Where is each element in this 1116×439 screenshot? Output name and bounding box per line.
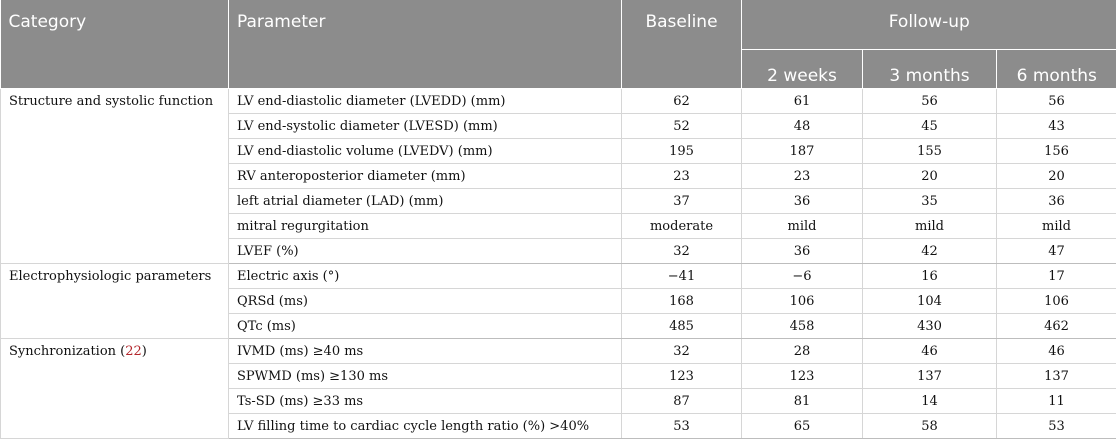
w2-cell: 23: [742, 164, 863, 189]
w2-cell: 28: [742, 339, 863, 364]
header-2-weeks: 2 weeks: [742, 50, 863, 89]
baseline-cell: 53: [622, 414, 742, 439]
m6-cell: 56: [997, 89, 1116, 114]
m6-cell: 20: [997, 164, 1116, 189]
reference-link[interactable]: 22: [125, 344, 142, 359]
baseline-cell: 168: [622, 289, 742, 314]
baseline-cell: 123: [622, 364, 742, 389]
header-category: Category: [1, 0, 229, 89]
header-followup: Follow-up: [742, 0, 1116, 50]
m6-cell: 53: [997, 414, 1116, 439]
w2-cell: 187: [742, 139, 863, 164]
m6-cell: mild: [997, 214, 1116, 239]
table-header: [1, 0, 1116, 89]
m3-cell: 104: [863, 289, 997, 314]
baseline-cell: 32: [622, 339, 742, 364]
parameter-cell: QTc (ms): [229, 314, 622, 339]
m6-cell: 462: [997, 314, 1116, 339]
w2-cell: 106: [742, 289, 863, 314]
category-cell: Structure and systolic function: [1, 89, 229, 264]
parameter-cell: Ts-SD (ms) ≥33 ms: [229, 389, 622, 414]
m3-cell: 20: [863, 164, 997, 189]
w2-cell: 81: [742, 389, 863, 414]
m6-cell: 11: [997, 389, 1116, 414]
parameter-cell: QRSd (ms): [229, 289, 622, 314]
baseline-cell: 195: [622, 139, 742, 164]
baseline-cell: moderate: [622, 214, 742, 239]
baseline-cell: 485: [622, 314, 742, 339]
parameter-cell: left atrial diameter (LAD) (mm): [229, 189, 622, 214]
baseline-cell: 62: [622, 89, 742, 114]
header-3-months: 3 months: [863, 50, 997, 89]
parameter-cell: Electric axis (°): [229, 264, 622, 289]
m3-cell: 14: [863, 389, 997, 414]
m6-cell: 46: [997, 339, 1116, 364]
category-suffix: ): [142, 344, 147, 359]
m6-cell: 156: [997, 139, 1116, 164]
w2-cell: −6: [742, 264, 863, 289]
baseline-cell: 52: [622, 114, 742, 139]
w2-cell: 36: [742, 189, 863, 214]
parameter-cell: LV end-diastolic diameter (LVEDD) (mm): [229, 89, 622, 114]
header-parameter: Parameter: [229, 0, 622, 89]
m3-cell: 58: [863, 414, 997, 439]
w2-cell: 123: [742, 364, 863, 389]
parameter-cell: IVMD (ms) ≥40 ms: [229, 339, 622, 364]
table-row: [1, 339, 1116, 364]
baseline-cell: 32: [622, 239, 742, 264]
parameter-cell: LV end-systolic diameter (LVESD) (mm): [229, 114, 622, 139]
m3-cell: 42: [863, 239, 997, 264]
parameter-cell: LVEF (%): [229, 239, 622, 264]
m3-cell: mild: [863, 214, 997, 239]
parameter-cell: LV filling time to cardiac cycle length ratio (%) >40%: [229, 414, 622, 439]
m6-cell: 137: [997, 364, 1116, 389]
m3-cell: 35: [863, 189, 997, 214]
group-structure: [1, 89, 1116, 264]
baseline-cell: 87: [622, 389, 742, 414]
m6-cell: 43: [997, 114, 1116, 139]
category-text: Synchronization (: [9, 344, 125, 359]
m3-cell: 155: [863, 139, 997, 164]
category-cell: Electrophysiologic parameters: [1, 264, 229, 339]
m3-cell: 46: [863, 339, 997, 364]
w2-cell: 458: [742, 314, 863, 339]
m3-cell: 16: [863, 264, 997, 289]
w2-cell: 65: [742, 414, 863, 439]
w2-cell: 36: [742, 239, 863, 264]
baseline-cell: 23: [622, 164, 742, 189]
m6-cell: 36: [997, 189, 1116, 214]
w2-cell: 61: [742, 89, 863, 114]
m6-cell: 17: [997, 264, 1116, 289]
m3-cell: 56: [863, 89, 997, 114]
m6-cell: 47: [997, 239, 1116, 264]
m3-cell: 137: [863, 364, 997, 389]
m6-cell: 106: [997, 289, 1116, 314]
baseline-cell: −41: [622, 264, 742, 289]
w2-cell: mild: [742, 214, 863, 239]
header-baseline: Baseline: [622, 0, 742, 89]
parameter-cell: RV anteroposterior diameter (mm): [229, 164, 622, 189]
parameter-cell: SPWMD (ms) ≥130 ms: [229, 364, 622, 389]
group-electrophysiologic: [1, 264, 1116, 339]
parameter-cell: LV end-diastolic volume (LVEDV) (mm): [229, 139, 622, 164]
w2-cell: 48: [742, 114, 863, 139]
table-row: [1, 264, 1116, 289]
m3-cell: 45: [863, 114, 997, 139]
m3-cell: 430: [863, 314, 997, 339]
header-6-months: 6 months: [997, 50, 1116, 89]
parameter-cell: mitral regurgitation: [229, 214, 622, 239]
baseline-cell: 37: [622, 189, 742, 214]
table-row: [1, 89, 1116, 114]
